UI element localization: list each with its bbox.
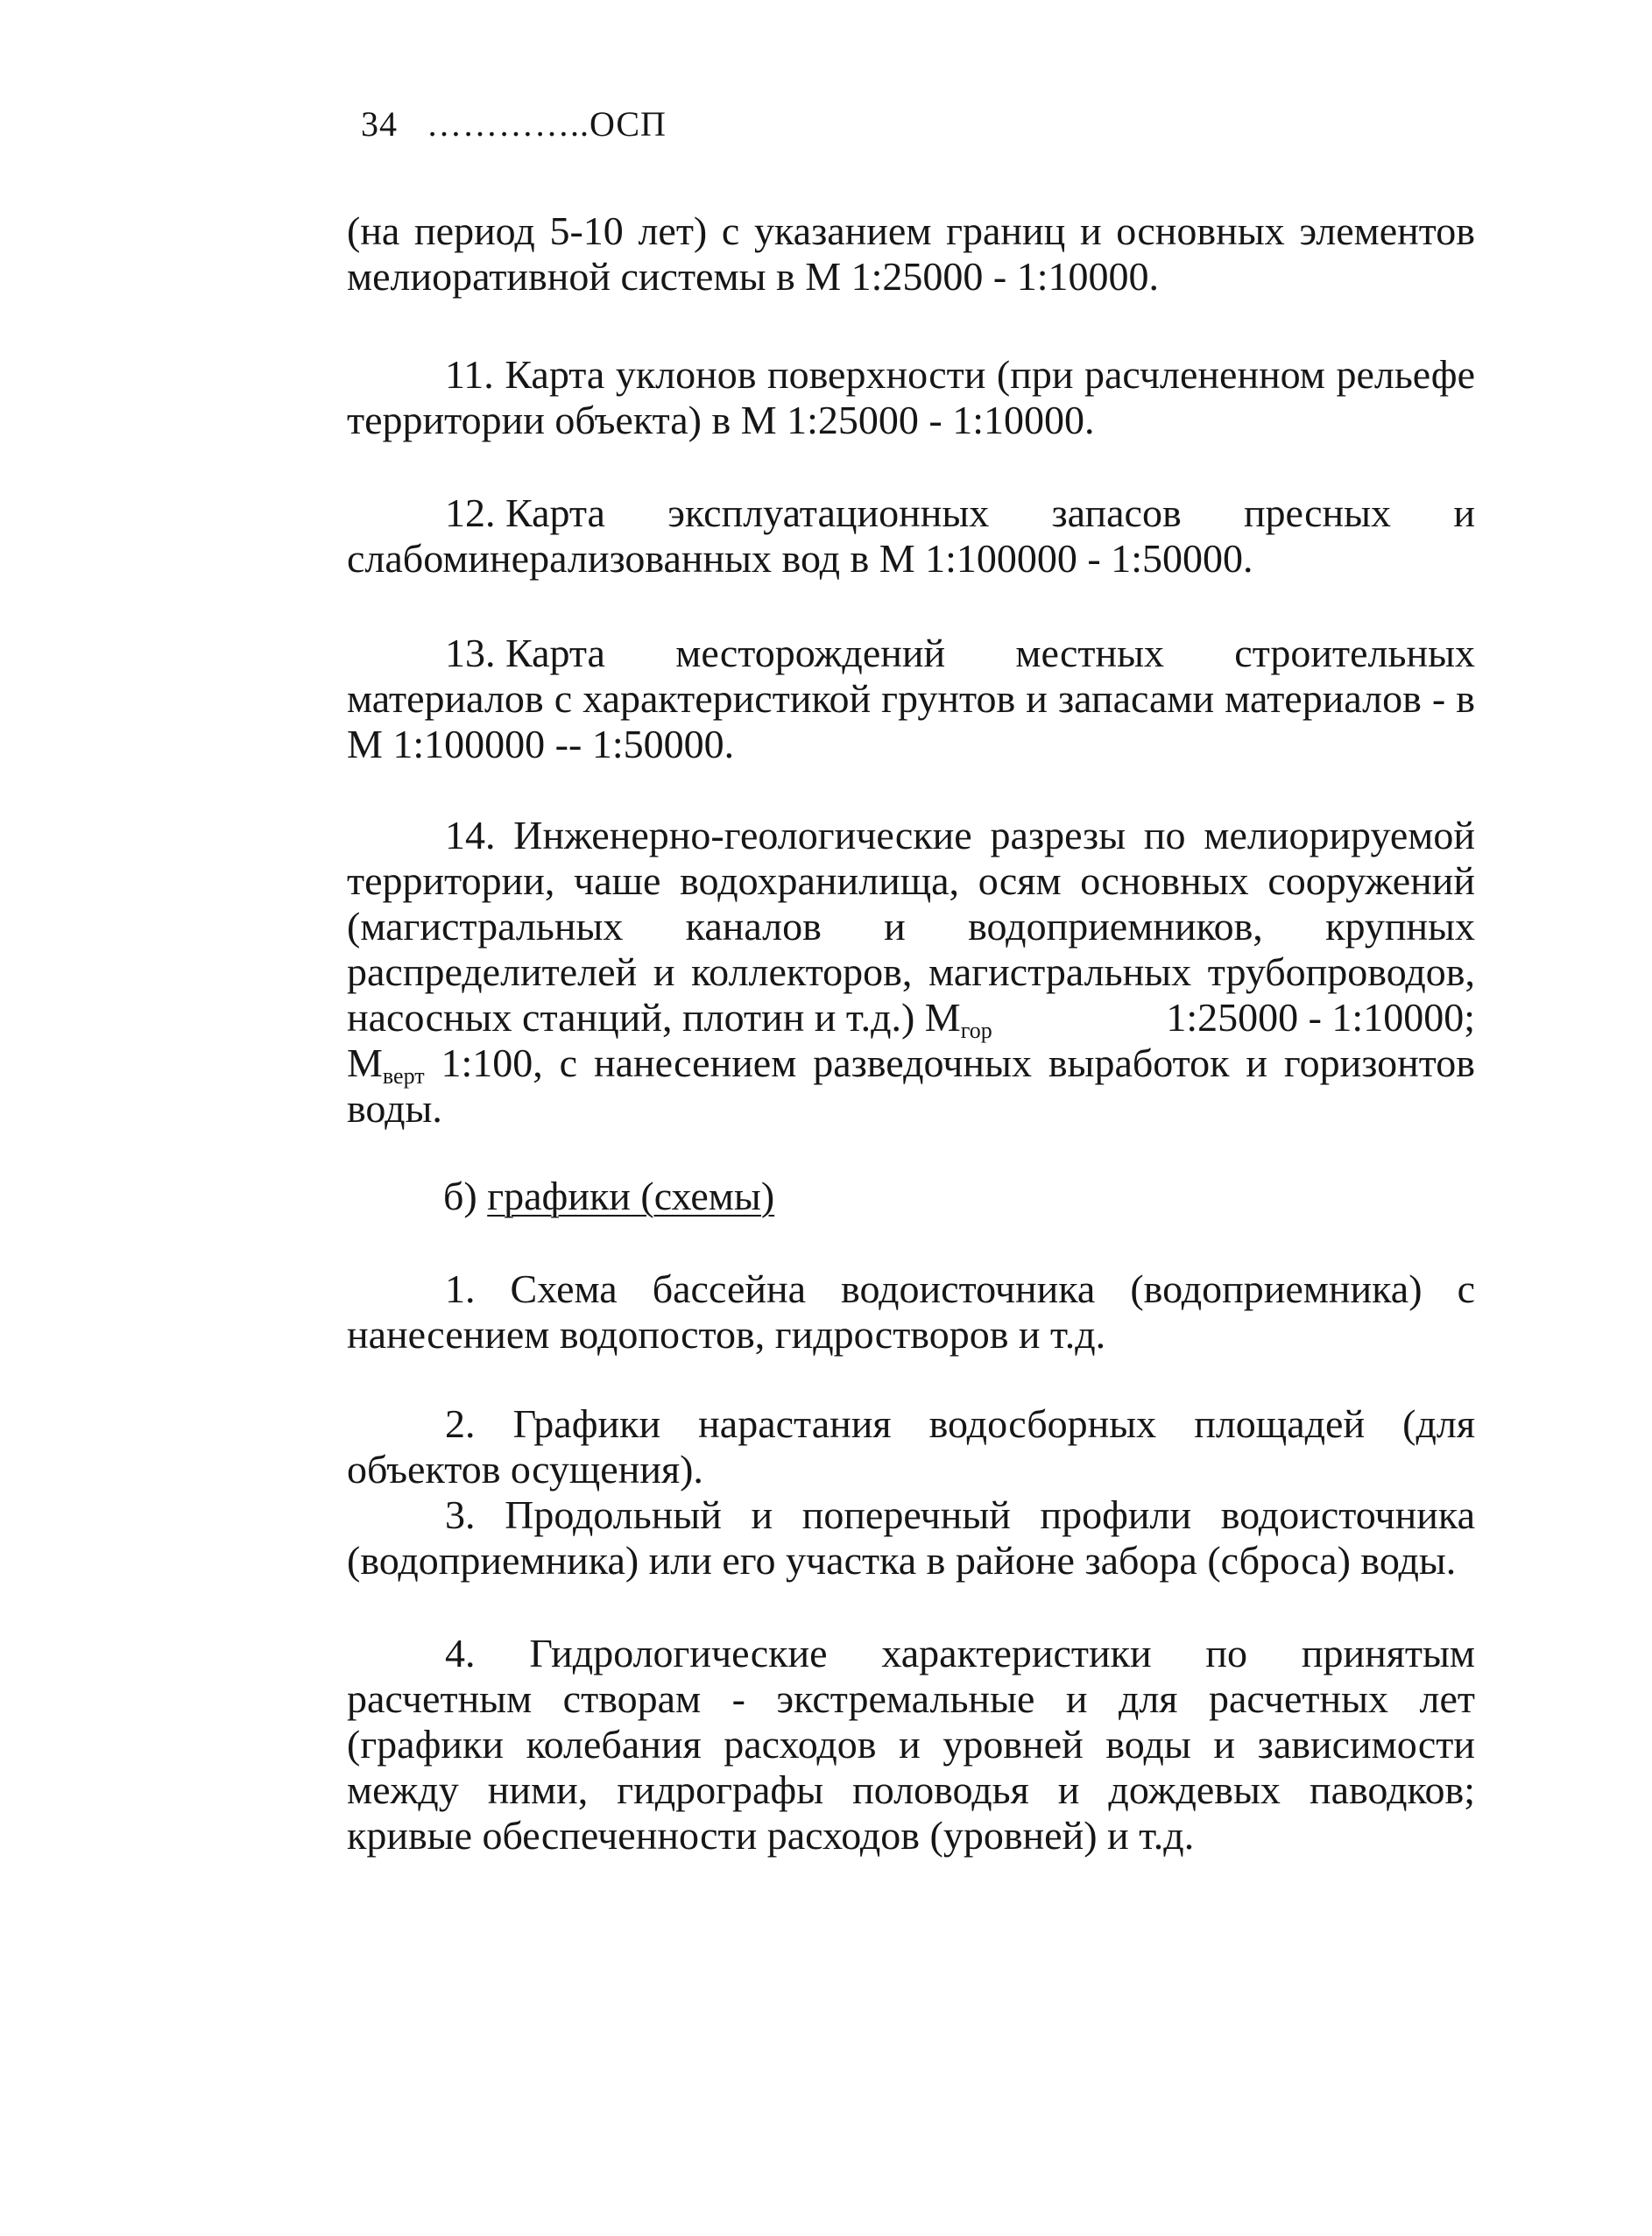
text-fragment: насосных станций, плотин и т.д.) М (347, 995, 961, 1040)
paragraph-b-item-3 (347, 1492, 1475, 1584)
text-line: воды. (347, 1086, 442, 1131)
text-fragment: М (347, 1040, 383, 1085)
text-line: 11. Карта уклонов поверхности (при расчлененном рельефе (445, 352, 1475, 397)
subscript: гор (960, 1018, 992, 1043)
subscript: верт (382, 1063, 425, 1089)
text-line: (на период 5-10 лет) с указанием границ и основных элементов (347, 208, 1475, 253)
text-line: (графики колебания расходов и уровней воды и зависимости (347, 1722, 1475, 1767)
page-number: 34 (361, 104, 398, 144)
paragraph-item-11 (347, 352, 1475, 443)
section-title: графики (схемы) (487, 1174, 775, 1218)
text-fragment: 1:25000 - 1:10000; (1166, 995, 1475, 1040)
page-header (361, 103, 667, 145)
word: 12. Карта (445, 490, 605, 535)
text-line: объектов осущения). (347, 1447, 703, 1492)
text-line: слабоминерализованных вод в М 1:100000 - 1:50000. (347, 536, 1253, 581)
section-prefix: б) (443, 1174, 488, 1218)
text-line (347, 1040, 1475, 1089)
text-line: территории объекта) в М 1:25000 - 1:10000. (347, 398, 1095, 442)
word: строительных (1234, 631, 1475, 675)
word: запасов (1051, 490, 1182, 535)
text-line: нанесением водопостов, гидростворов и т.д. (347, 1312, 1106, 1357)
paragraph-item-12 (347, 490, 1475, 582)
text-line: 3. Продольный и поперечный профили водоисточника (445, 1492, 1475, 1537)
paragraph-b-item-2 (347, 1401, 1475, 1492)
text-line: между ними, гидрографы половодья и дождевых паводков; (347, 1767, 1475, 1812)
word: и (1453, 490, 1475, 535)
text-line: мелиоративной системы в М 1:25000 - 1:10000. (347, 254, 1159, 299)
paragraph-item-13 (347, 631, 1475, 767)
text-line: 2. Графики нарастания водосборных площадей (для (445, 1401, 1475, 1446)
text-line: кривые обеспеченности расходов (уровней) и т.д. (347, 1813, 1195, 1858)
word: 13. Карта (445, 631, 605, 675)
text-line: материалов с характеристикой грунтов и запасами материалов - в (347, 676, 1475, 721)
section-heading (443, 1174, 774, 1219)
word: эксплуатационных (667, 490, 990, 535)
text-line: распределителей и коллекторов, магистральных трубопроводов, (347, 949, 1475, 994)
text-line: 1. Схема бассейна водоисточника (водоприемника) с (445, 1266, 1475, 1311)
text-line (347, 490, 1475, 536)
word: месторождений (675, 631, 946, 675)
text-line: 14. Инженерно-геологические разрезы по мелиорируемой (445, 813, 1475, 857)
text-fragment: 1:100, с нанесением разведочных выработок и горизонтов (424, 1040, 1475, 1085)
text-line: (магистральных каналов и водоприемников, крупных (347, 904, 1475, 949)
word: местных (1015, 631, 1165, 675)
text-line (347, 631, 1475, 676)
paragraph-b-item-1 (347, 1266, 1475, 1358)
paragraph-item-14 (347, 813, 1475, 1132)
header-leader: …………..ОСП (427, 104, 667, 144)
text-line: 4. Гидрологические характеристики по принятым (445, 1631, 1475, 1675)
word: пресных (1243, 490, 1392, 535)
text-fragment (347, 995, 992, 1043)
text-line: территории, чаше водохранилища, осям основных сооружений (347, 858, 1475, 903)
paragraph-b-item-4 (347, 1631, 1475, 1859)
text-line (347, 995, 1475, 1043)
text-line: расчетным створам - экстремальные и для расчетных лет (347, 1676, 1475, 1721)
paragraph-continuation (347, 208, 1475, 300)
text-line: (водоприемника) или его участка в районе забора (сброса) воды. (347, 1538, 1457, 1583)
text-line: М 1:100000 -- 1:50000. (347, 722, 735, 766)
